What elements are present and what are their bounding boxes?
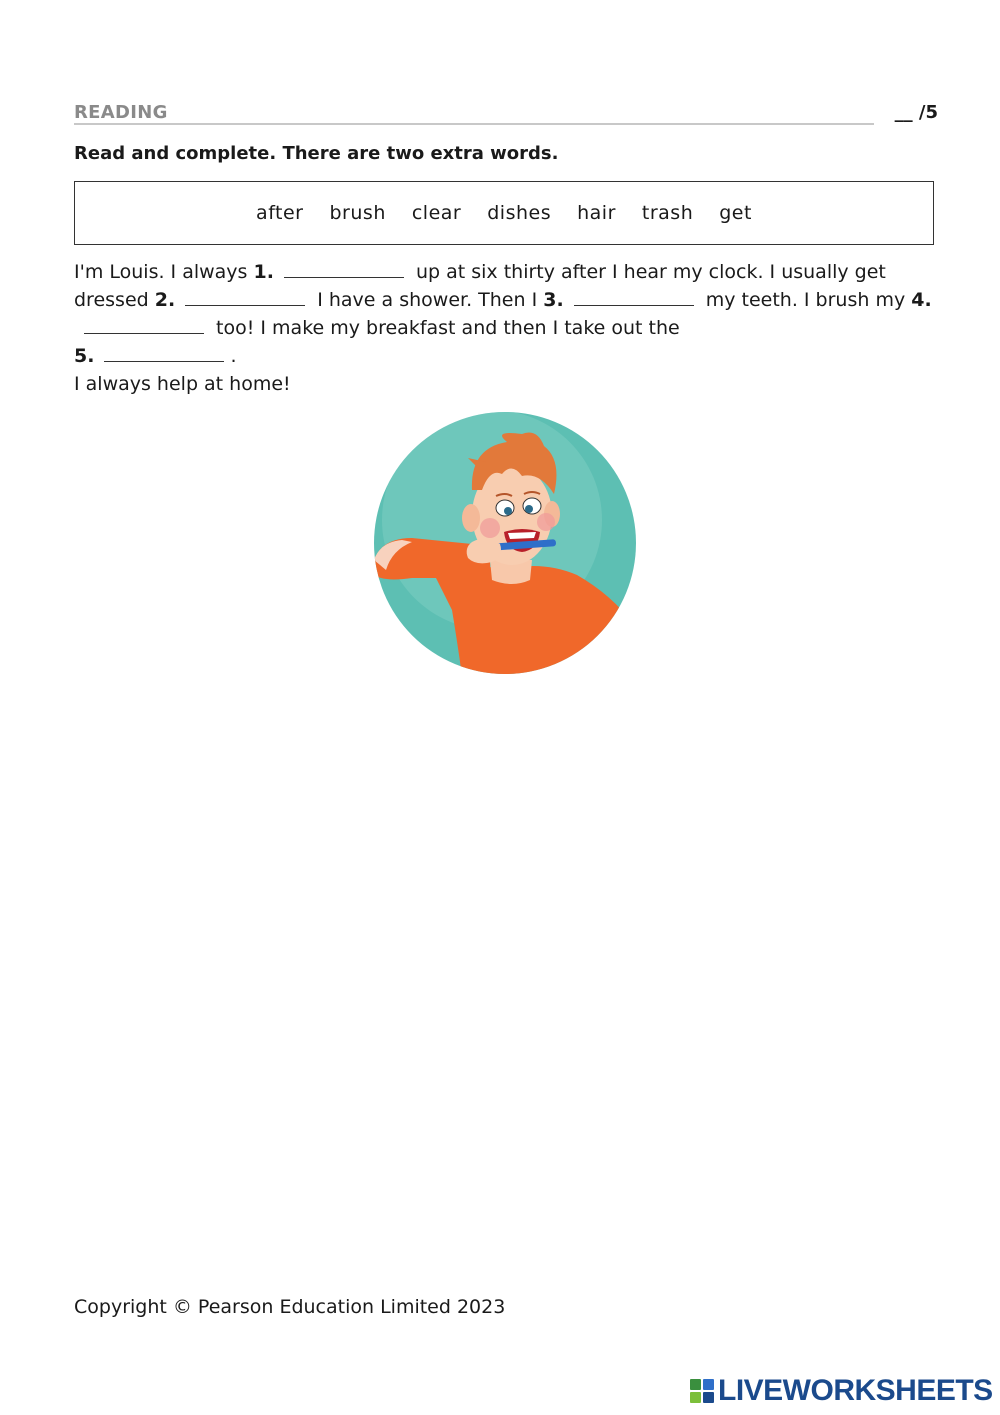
answer-blank-2[interactable] — [185, 287, 305, 306]
passage-closing: I always help at home! — [74, 373, 291, 395]
word-bank-item: trash — [641, 202, 694, 224]
logo-grid-icon — [690, 1379, 714, 1403]
word-bank-item: get — [719, 202, 752, 224]
word-bank-item: dishes — [487, 202, 552, 224]
blank-number-5: 5. — [74, 345, 95, 367]
word-bank-item: clear — [411, 202, 462, 224]
answer-blank-4[interactable] — [84, 315, 204, 334]
blank-number-3: 3. — [543, 289, 564, 311]
section-header — [74, 102, 938, 126]
reading-passage — [74, 258, 944, 398]
word-bank-item: after — [256, 202, 304, 224]
boy-brushing-teeth-illustration — [372, 410, 638, 676]
passage-text: I'm Louis. I always — [74, 261, 254, 283]
blank-number-4: 4. — [911, 289, 932, 311]
passage-text: my teeth. I brush my — [699, 289, 912, 311]
answer-blank-1[interactable] — [284, 259, 404, 278]
section-divider — [74, 123, 874, 125]
brand-name: LIVEWORKSHEETS — [718, 1374, 993, 1407]
word-bank-item: hair — [577, 202, 616, 224]
passage-text: . — [230, 345, 237, 367]
blank-number-2: 2. — [154, 289, 176, 311]
score-label: __ /5 — [894, 102, 938, 123]
blank-number-1: 1. — [253, 261, 274, 283]
answer-blank-3[interactable] — [574, 287, 694, 306]
liveworksheets-logo[interactable] — [690, 1374, 993, 1408]
word-bank — [74, 181, 934, 245]
passage-text: too! I make my breakfast and then I take out the — [210, 317, 680, 339]
instruction-text: Read and complete. There are two extra words. — [74, 143, 559, 164]
section-title: READING — [74, 102, 168, 123]
passage-text: up at six thirty after I hear my clock. I usually get dressed — [74, 261, 886, 311]
copyright-notice: Copyright © Pearson Education Limited 2023 — [74, 1296, 506, 1318]
word-bank-item: brush — [329, 202, 386, 224]
answer-blank-5[interactable] — [104, 343, 224, 362]
passage-text: I have a shower. Then I — [311, 289, 544, 311]
